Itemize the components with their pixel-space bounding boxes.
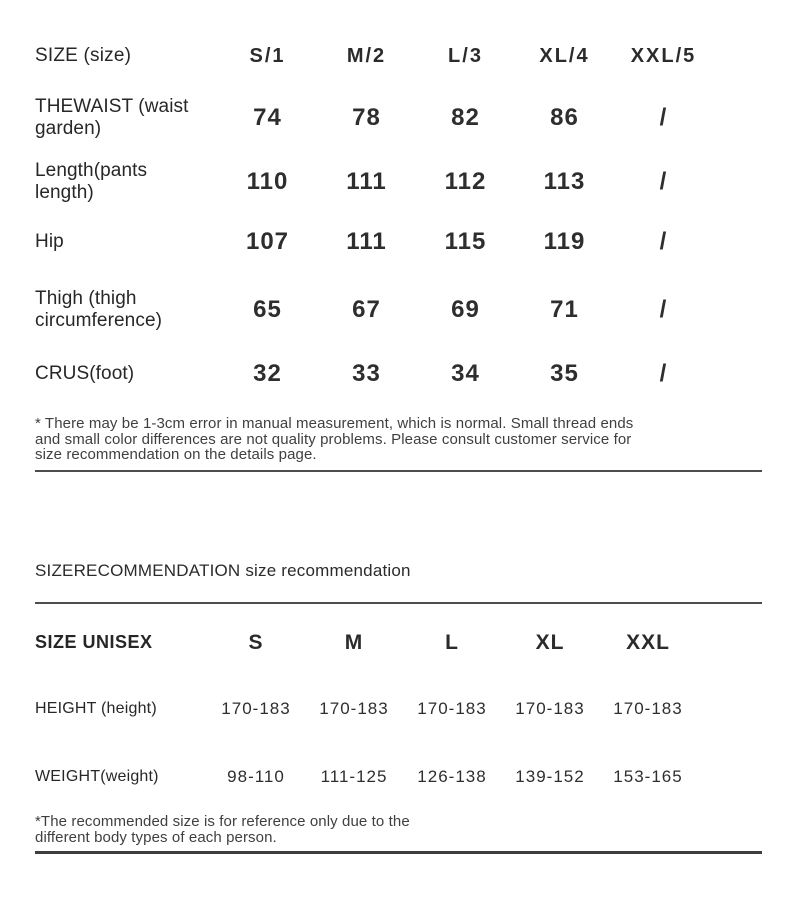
table-row-hip (35, 228, 762, 256)
table-row-length (35, 160, 762, 204)
table-cell: 107 (245, 228, 290, 255)
table-cell: / (659, 360, 668, 387)
note-line: * There may be 1-3cm error in manual measurement, which is normal. Small thread ends (35, 415, 634, 432)
table-row-height (35, 696, 762, 722)
row-label: WEIGHT(weight) (35, 767, 159, 785)
note-line: size recommendation on the details page. (35, 446, 317, 463)
size-header-label: SIZE (size) (35, 45, 132, 66)
column-header-xl4: XL/4 (539, 44, 590, 67)
column-header-xl: XL (535, 630, 565, 654)
table-cell: 111 (346, 168, 387, 195)
table-cell: 71 (550, 296, 579, 323)
column-header-s1: S/1 (249, 44, 286, 67)
column-header-xxl5: XXL/5 (630, 44, 697, 67)
divider (35, 851, 762, 854)
divider (35, 602, 762, 604)
column-header-xxl: XXL (626, 630, 670, 654)
table-cell: 112 (444, 168, 487, 195)
table-cell: 110 (246, 168, 289, 195)
table-cell: 33 (352, 360, 381, 387)
measurement-table-header-row (35, 40, 762, 72)
row-label: HEIGHT (height) (35, 699, 157, 717)
table-cell: 65 (253, 296, 282, 323)
recommendation-note (35, 814, 762, 846)
size-unisex-label: SIZE UNISEX (35, 632, 153, 652)
column-header-m2: M/2 (346, 44, 387, 67)
table-cell: 86 (550, 104, 579, 131)
table-row-crus (35, 360, 762, 388)
recommendation-heading: SIZERECOMMENDATION size recommendation (35, 560, 411, 580)
table-cell: 111 (346, 228, 387, 255)
table-cell: 69 (451, 296, 480, 323)
table-cell: 170-183 (417, 698, 487, 718)
table-cell: 153-165 (613, 766, 683, 786)
table-cell: 170-183 (221, 698, 291, 718)
table-cell: / (659, 296, 668, 323)
note-line: and small color differences are not quality problems. Please consult customer service for (35, 430, 632, 448)
table-cell: 78 (352, 104, 381, 131)
table-cell: 113 (543, 168, 586, 195)
table-cell: 111-125 (320, 766, 388, 786)
table-cell: / (659, 228, 668, 255)
table-cell: 139-152 (515, 766, 585, 786)
table-cell: 98-110 (227, 766, 285, 786)
row-label: CRUS(foot) (35, 363, 135, 384)
row-label: Hip (35, 231, 64, 252)
column-header-l3: L/3 (448, 44, 483, 67)
column-header-s: S (248, 630, 264, 654)
recommendation-table-header-row (35, 630, 762, 656)
table-cell: 115 (444, 228, 487, 255)
table-cell: 170-183 (515, 698, 585, 718)
table-cell: / (659, 104, 668, 131)
table-cell: 34 (451, 360, 480, 387)
note-line: *The recommended size is for reference only due to the (35, 812, 410, 830)
divider (35, 470, 762, 472)
table-cell: / (659, 168, 668, 195)
row-label: Length(pants length) (35, 160, 148, 203)
column-header-m: M (344, 630, 364, 654)
table-cell: 126-138 (417, 766, 487, 786)
table-cell: 119 (543, 228, 586, 255)
table-row-waist (35, 96, 762, 140)
table-cell: 170-183 (613, 698, 683, 718)
table-cell: 67 (352, 296, 381, 323)
measurement-table-section (35, 40, 762, 472)
table-cell: 170-183 (319, 698, 389, 718)
note-line: different body types of each person. (35, 828, 277, 846)
measurement-note (35, 416, 762, 463)
column-header-l: L (445, 630, 459, 654)
table-row-thigh (35, 288, 762, 332)
table-cell: 35 (550, 360, 579, 387)
table-cell: 82 (451, 104, 480, 131)
table-cell: 74 (253, 104, 282, 131)
table-row-weight (35, 764, 762, 790)
row-label: THEWAIST (waist garden) (35, 96, 189, 139)
row-label: Thigh (thigh circumference) (35, 288, 163, 331)
recommendation-table-section (35, 630, 762, 854)
table-cell: 32 (253, 360, 282, 387)
